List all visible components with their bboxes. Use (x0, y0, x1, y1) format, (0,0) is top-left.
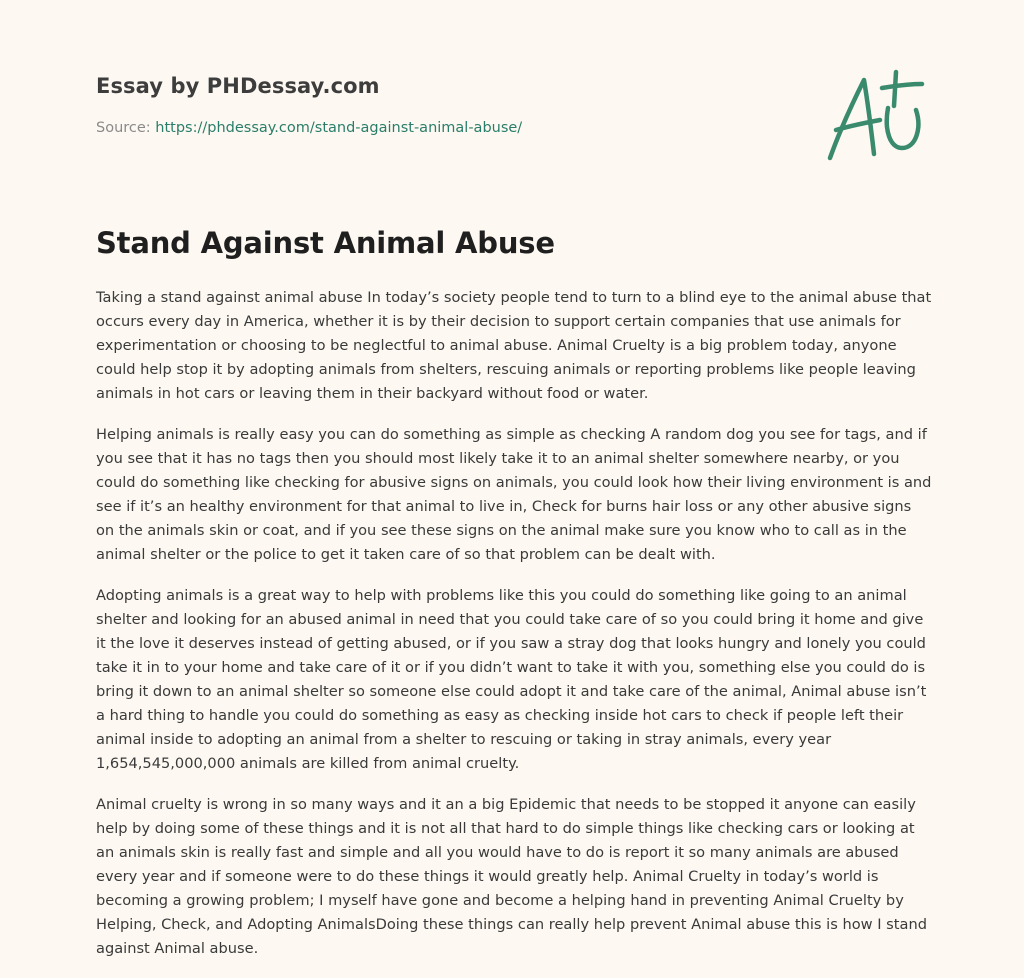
essay-paragraph: Helping animals is really easy you can do something as simple as checking A random dog you see for tags, and if you see that it has no tags then you should most likely take it to an animal shelter somewhere nearby, or you could do something like checking for abusive signs on animals, you could look how their living environment is and see if it’s an healthy environment for that animal to live in, Check for burns hair loss or any other abusive signs on the animals skin or coat, and if you see these signs on the animal make sure you know who to call as in the animal shelter or the police to get it taken care of so that problem can be dealt with. (96, 426, 932, 563)
essay-paragraph: Adopting animals is a great way to help with problems like this you could do something like going to an animal shelter and looking for an abused animal in need that you could take care of so you could bring it home and give it the love it deserves instead of getting abused, or if you saw a stray dog that looks hungry and lonely you could take it in to your home and take care of it or if you didn’t want to take it with you, something else you could do is bring it down to an animal shelter so someone else could adopt it and take care of the animal, Animal abuse isn’t a hard thing to handle you could do something as easy as checking inside hot cars to check if people left their animal inside to adopting an animal from a shelter to rescuing or taking in stray animals, every year 1,654,545,000,000 animals are killed from animal cruelty. (96, 587, 927, 772)
essay-body (96, 286, 934, 978)
essay-paragraph: Taking a stand against animal abuse In today’s society people tend to turn to a blind eye to the animal abuse that occurs every day in America, whether it is by their decision to support certain companies that use animals for experimentation or choosing to be neglectful to animal abuse. Animal Cruelty is a big problem today, anyone could help stop it by adopting animals from shelters, rescuing animals or reporting problems like people leaving animals in hot cars or leaving them in their backyard without food or water. (96, 289, 932, 402)
brand-title: Essay by PHDessay.com (96, 74, 380, 98)
a-plus-logo-icon (822, 68, 932, 168)
source-line (96, 120, 796, 136)
source-label: Source: (96, 120, 151, 136)
essay-title: Stand Against Animal Abuse (96, 226, 555, 260)
page-header (96, 74, 796, 136)
essay-paragraph: Animal cruelty is wrong in so many ways and it an a big Epidemic that needs to be stopped it anyone can easily help by doing some of these things and it is not all that hard to do simple things like checking cars or looking at an animals skin is really fast and simple and all you would have to do is report it so many animals are abused every year and if someone were to do these things it would greatly help. Animal Cruelty in today’s world is becoming a growing problem; I myself have gone and become a helping hand in preventing Animal Cruelty by Helping, Check, and Adopting AnimalsDoing these things can really help prevent Animal abuse this is how I stand against Animal abuse. (96, 796, 927, 957)
source-link[interactable]: https://phdessay.com/stand-against-animal-abuse/ (155, 120, 523, 136)
